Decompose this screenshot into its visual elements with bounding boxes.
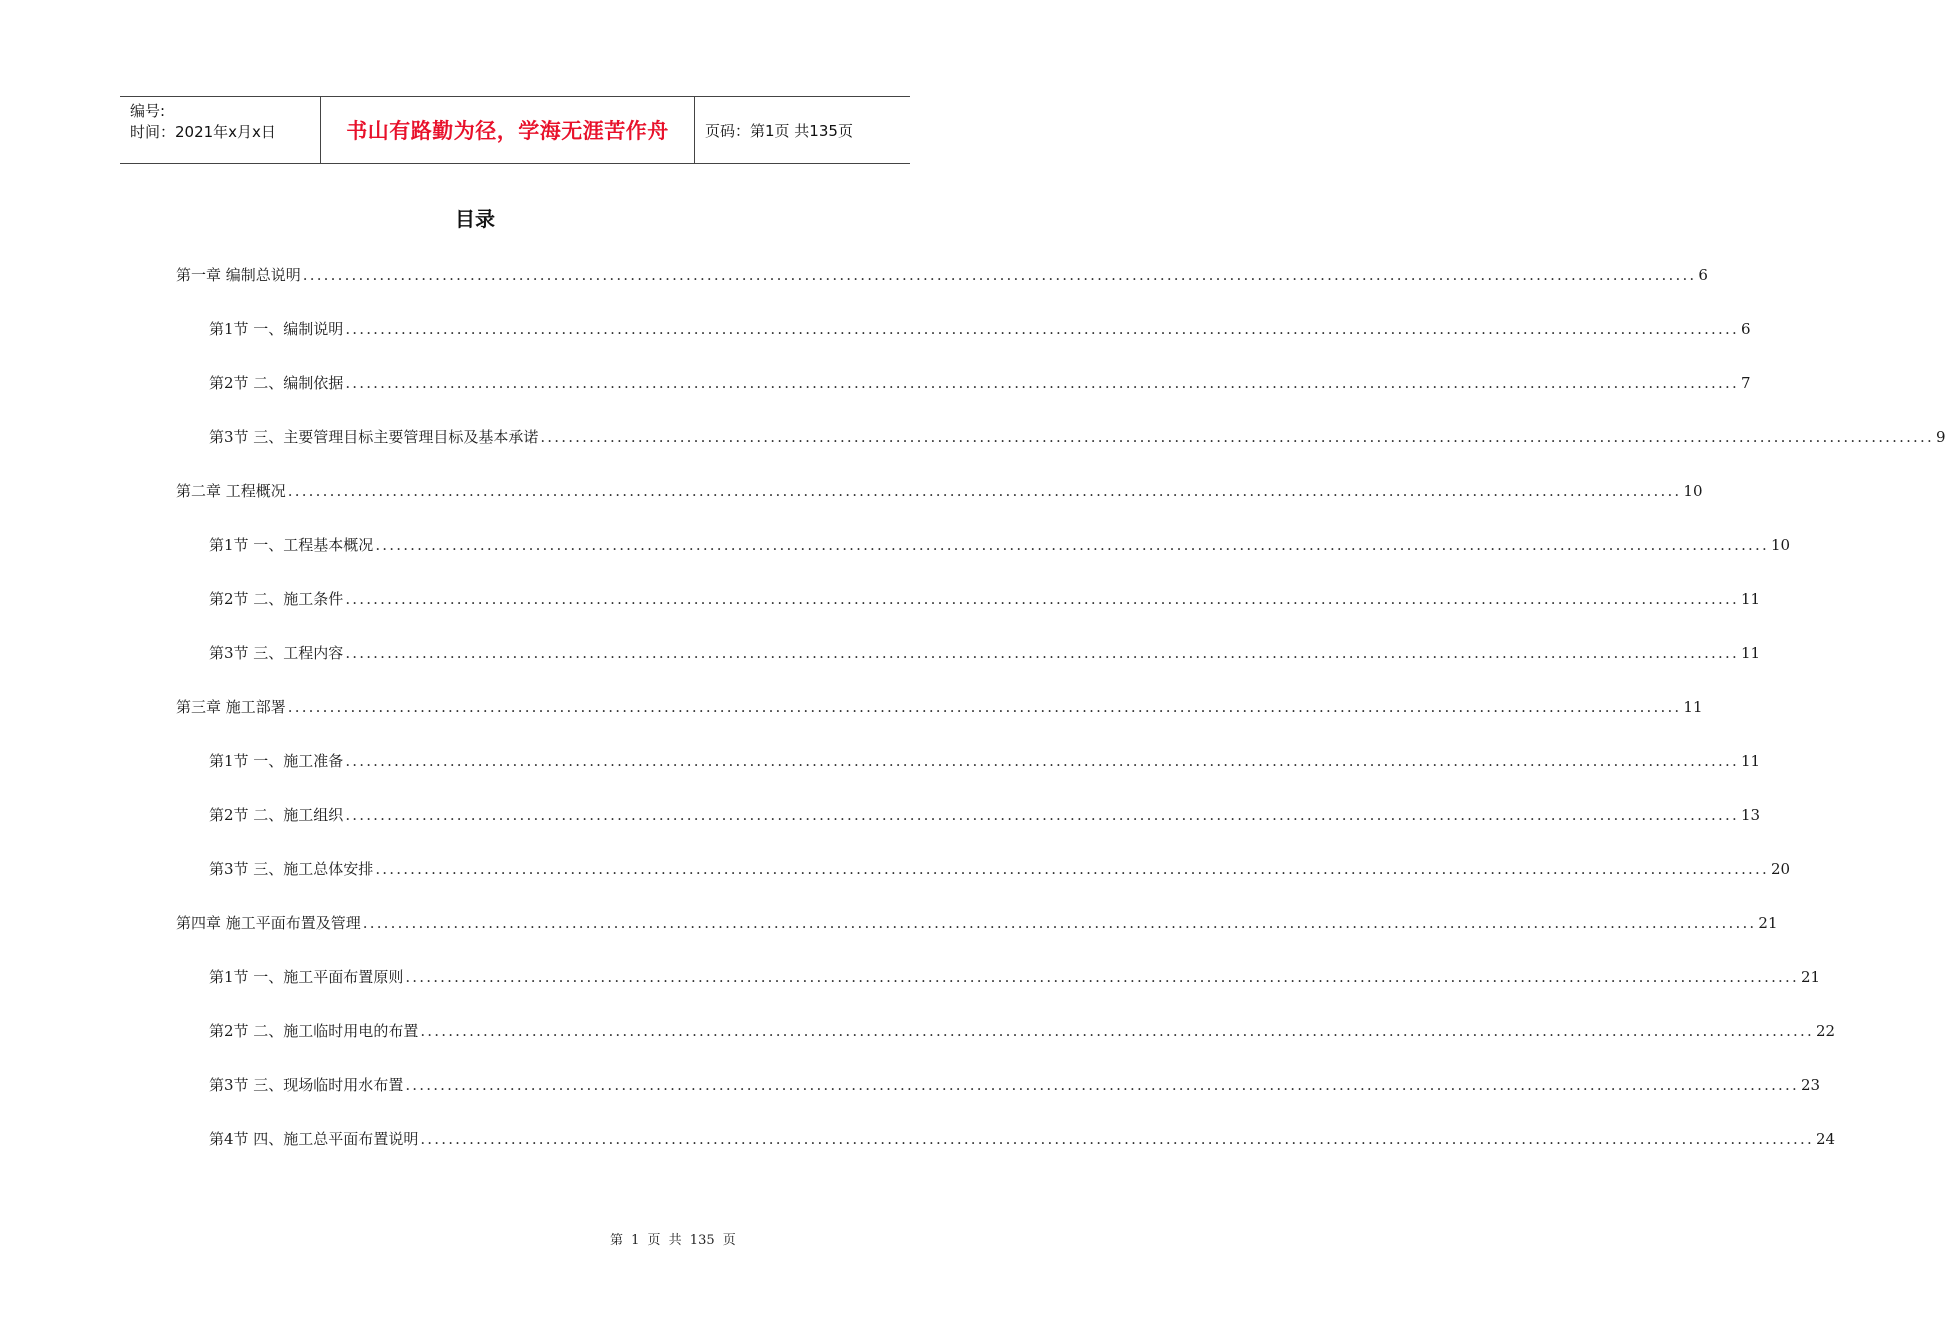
- toc-entry-label: 第1节 一、编制说明: [209, 320, 344, 338]
- header-page-info: 页码：第1页 共135页: [705, 121, 853, 140]
- toc-entry-label: 第1节 一、施工准备: [209, 752, 344, 770]
- document-time: 时间：2021年x月x日: [130, 123, 276, 141]
- toc-entry-page: 20: [1770, 860, 1791, 878]
- toc-entry-label: 第3节 三、施工总体安排: [209, 860, 374, 878]
- toc-section-entry[interactable]: [209, 802, 1761, 828]
- toc-section-entry[interactable]: [209, 1018, 1836, 1044]
- toc-entry-label: 第1节 一、施工平面布置原则: [209, 968, 404, 986]
- toc-entry-label: 第三章 施工部署: [176, 698, 286, 716]
- toc-entry-label: 第一章 编制总说明: [176, 266, 301, 284]
- document-header: [120, 96, 910, 164]
- toc-dot-leader: ........................................................................................................................................................................................................: [405, 968, 1799, 986]
- toc-chapter-entry[interactable]: [176, 694, 1703, 720]
- toc-chapter-entry[interactable]: [176, 262, 1708, 288]
- toc-dot-leader: ........................................................................................................................................................................................................: [345, 644, 1739, 662]
- toc-dot-leader: ........................................................................................................................................................................................................: [287, 698, 1682, 716]
- toc-section-entry[interactable]: [209, 1072, 1821, 1098]
- toc-section-entry[interactable]: [209, 748, 1761, 774]
- toc-entry-label: 第3节 三、工程内容: [209, 644, 344, 662]
- toc-dot-leader: ........................................................................................................................................................................................................: [345, 374, 1739, 392]
- toc-entry-page: 11: [1683, 698, 1703, 716]
- toc-section-entry[interactable]: [209, 640, 1761, 666]
- toc-entry-page: 7: [1740, 374, 1751, 392]
- toc-entry-label: 第2节 二、施工组织: [209, 806, 344, 824]
- toc-entry-page: 13: [1740, 806, 1761, 824]
- toc-entry-label: 第四章 施工平面布置及管理: [176, 914, 361, 932]
- toc-entry-label: 第3节 三、现场临时用水布置: [209, 1076, 404, 1094]
- toc-dot-leader: ........................................................................................................................................................................................................: [375, 536, 1769, 554]
- toc-section-entry[interactable]: [209, 424, 1946, 450]
- toc-dot-leader: ........................................................................................................................................................................................................: [405, 1076, 1799, 1094]
- toc-entry-page: 6: [1698, 266, 1708, 284]
- toc-dot-leader: ........................................................................................................................................................................................................: [540, 428, 1934, 446]
- toc-entry-page: 21: [1758, 914, 1778, 932]
- toc-entry-label: 第4节 四、施工总平面布置说明: [209, 1130, 419, 1148]
- toc-dot-leader: ........................................................................................................................................................................................................: [302, 266, 1697, 284]
- toc-dot-leader: ........................................................................................................................................................................................................: [420, 1022, 1814, 1040]
- toc-entry-page: 24: [1815, 1130, 1836, 1148]
- toc-entry-page: 21: [1800, 968, 1821, 986]
- toc-dot-leader: ........................................................................................................................................................................................................: [345, 320, 1739, 338]
- toc-entry-page: 11: [1740, 644, 1761, 662]
- toc-section-entry[interactable]: [209, 586, 1761, 612]
- toc-section-entry[interactable]: [209, 856, 1791, 882]
- page-footer: 第 1 页 共 135 页: [610, 1233, 736, 1248]
- toc-dot-leader: ........................................................................................................................................................................................................: [345, 752, 1739, 770]
- toc-chapter-entry[interactable]: [176, 910, 1778, 936]
- toc-entry-label: 第1节 一、工程基本概况: [209, 536, 374, 554]
- toc-entry-page: 23: [1800, 1076, 1821, 1094]
- toc-dot-leader: ........................................................................................................................................................................................................: [362, 914, 1757, 932]
- toc-dot-leader: ........................................................................................................................................................................................................: [345, 806, 1739, 824]
- toc-chapter-entry[interactable]: [176, 478, 1703, 504]
- toc-dot-leader: ........................................................................................................................................................................................................: [345, 590, 1739, 608]
- document-number-label: 编号:: [130, 102, 166, 120]
- toc-section-entry[interactable]: [209, 316, 1751, 342]
- toc-entry-page: 10: [1770, 536, 1791, 554]
- toc-section-entry[interactable]: [209, 370, 1751, 396]
- toc-entry-page: 6: [1740, 320, 1751, 338]
- toc-section-entry[interactable]: [209, 532, 1791, 558]
- toc-entry-label: 第二章 工程概况: [176, 482, 286, 500]
- toc-dot-leader: ........................................................................................................................................................................................................: [420, 1130, 1814, 1148]
- toc-entry-page: 10: [1683, 482, 1703, 500]
- toc-section-entry[interactable]: [209, 1126, 1836, 1152]
- header-meta: [120, 97, 321, 163]
- toc-entry-label: 第2节 二、施工临时用电的布置: [209, 1022, 419, 1040]
- toc-title: 目录: [455, 207, 495, 231]
- toc-entry-page: 22: [1815, 1022, 1836, 1040]
- toc-dot-leader: ........................................................................................................................................................................................................: [287, 482, 1682, 500]
- toc-entry-label: 第2节 二、编制依据: [209, 374, 344, 392]
- toc-entry-page: 11: [1740, 752, 1761, 770]
- toc-entry-page: 11: [1740, 590, 1761, 608]
- toc-entry-label: 第2节 二、施工条件: [209, 590, 344, 608]
- toc-section-entry[interactable]: [209, 964, 1821, 990]
- toc-dot-leader: ........................................................................................................................................................................................................: [375, 860, 1769, 878]
- toc-entry-label: 第3节 三、主要管理目标主要管理目标及基本承诺: [209, 428, 539, 446]
- header-motto: 书山有路勤为径，学海无涯苦作舟: [321, 97, 695, 163]
- toc-entry-page: 9: [1935, 428, 1946, 446]
